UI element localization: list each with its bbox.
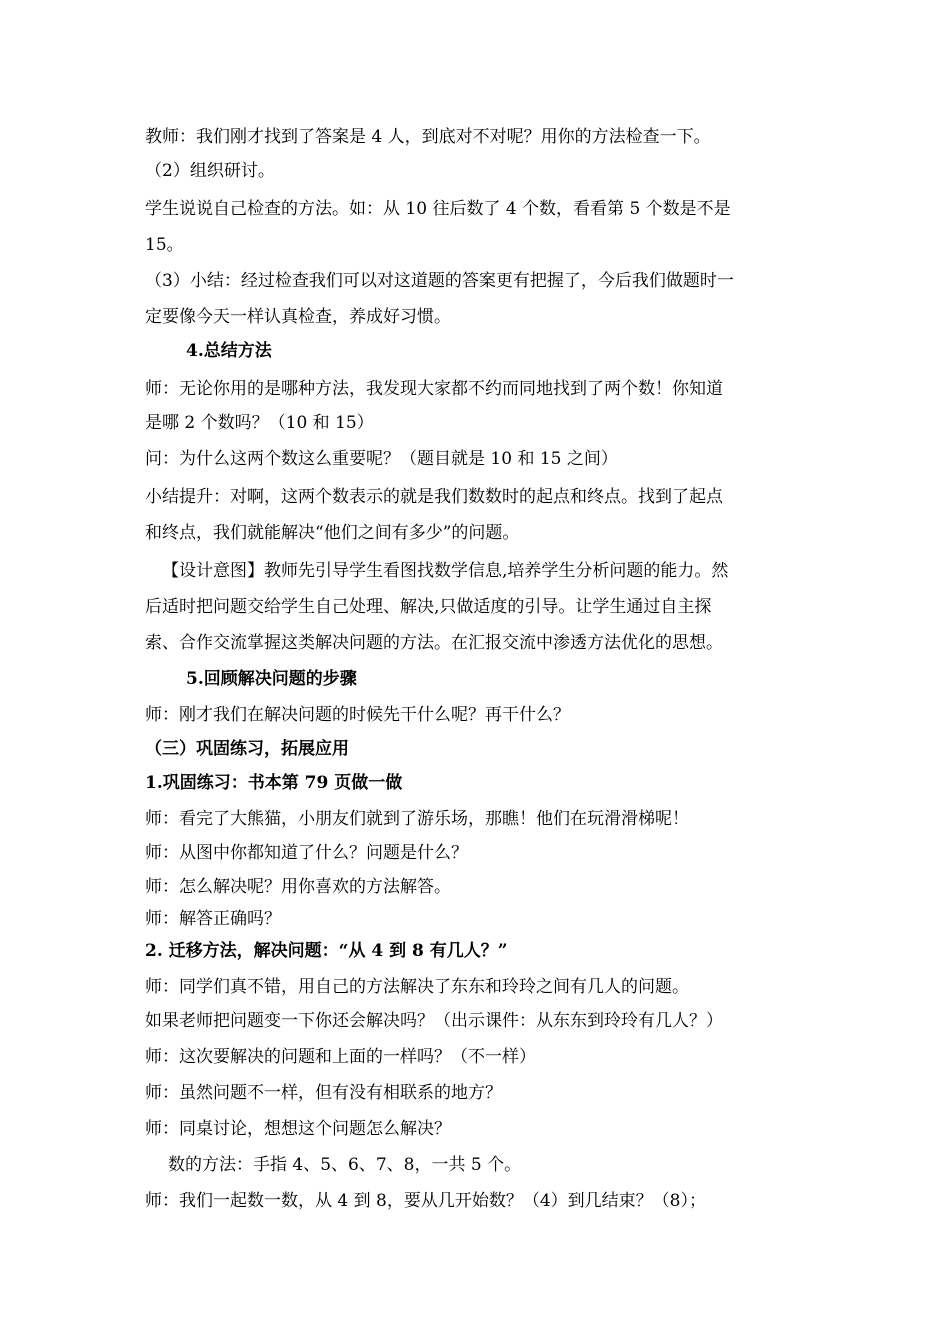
paragraph-line: 师：这次要解决的问题和上面的一样吗？（不一样） — [145, 1047, 536, 1067]
paragraph-line: 小结提升：对啊，这两个数表示的就是我们数数时的起点和终点。找到了起点 — [145, 487, 723, 507]
design-intent-line: 【设计意图】教师先引导学生看图找数学信息,培养学生分析问题的能力。然 — [162, 561, 729, 581]
paragraph-line: 师：同桌讨论，想想这个问题怎么解决？ — [145, 1119, 451, 1139]
section-heading: 4.总结方法 — [186, 341, 272, 361]
paragraph-line: 师：我们一起数一数，从 4 到 8，要从几开始数？（4）到几结束？（8）； — [145, 1191, 706, 1211]
paragraph-line: 师：怎么解决呢？用你喜欢的方法解答。 — [145, 877, 451, 897]
paragraph-line: 和终点，我们就能解决“他们之间有多少”的问题。 — [145, 523, 520, 543]
paragraph-line: 定要像今天一样认真检查，养成好习惯。 — [145, 307, 451, 327]
paragraph-line: 师：从图中你都知道了什么？问题是什么？ — [145, 843, 468, 863]
paragraph-line: 15。 — [145, 235, 184, 255]
section-heading: 2. 迁移方法，解决问题：“从 4 到 8 有几人？” — [145, 941, 508, 961]
paragraph-line: 数的方法：手指 4、5、6、7、8，一共 5 个。 — [168, 1155, 522, 1175]
section-heading: （三）巩固练习，拓展应用 — [145, 739, 349, 759]
paragraph-line: 索、合作交流掌握这类解决问题的方法。在汇报交流中渗透方法优化的思想。 — [145, 633, 723, 653]
paragraph-line: （2）组织研讨。 — [145, 161, 275, 181]
paragraph-line: 师：解答正确吗？ — [145, 909, 281, 929]
paragraph-line: 问：为什么这两个数这么重要呢？（题目就是 10 和 15 之间） — [145, 449, 618, 469]
paragraph-line: 学生说说自己检查的方法。如：从 10 往后数了 4 个数，看看第 5 个数是不是 — [145, 199, 731, 219]
section-heading: 1.巩固练习：书本第 79 页做一做 — [145, 773, 403, 793]
paragraph-line: 后适时把问题交给学生自己处理、解决,只做适度的引导。让学生通过自主探 — [145, 597, 712, 617]
paragraph-line: 是哪 2 个数吗？（10 和 15） — [145, 413, 374, 433]
paragraph-line: 师：刚才我们在解决问题的时候先干什么呢？再干什么？ — [145, 705, 570, 725]
paragraph-line: 师：无论你用的是哪种方法，我发现大家都不约而同地找到了两个数！你知道 — [145, 379, 723, 399]
paragraph-line: 师：看完了大熊猫，小朋友们就到了游乐场，那瞧！他们在玩滑滑梯呢！ — [145, 809, 689, 829]
paragraph-line: 师：虽然问题不一样，但有没有相联系的地方？ — [145, 1083, 502, 1103]
paragraph-line: 教师：我们刚才找到了答案是 4 人，到底对不对呢？用你的方法检查一下。 — [145, 127, 711, 147]
paragraph-line: 师：同学们真不错，用自己的方法解决了东东和玲玲之间有几人的问题。 — [145, 977, 689, 997]
paragraph-line: （3）小结：经过检查我们可以对这道题的答案更有把握了，今后我们做题时一 — [145, 271, 734, 291]
section-heading: 5.回顾解决问题的步骤 — [186, 669, 357, 689]
paragraph-line: 如果老师把问题变一下你还会解决吗？（出示课件：从东东到玲玲有几人？） — [145, 1011, 723, 1031]
